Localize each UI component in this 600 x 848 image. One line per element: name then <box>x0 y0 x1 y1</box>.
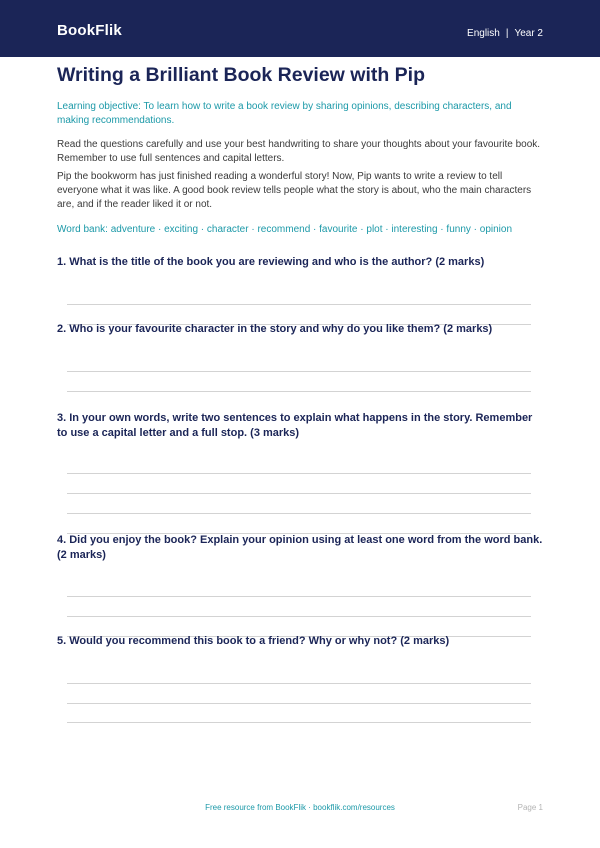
meta-separator: | <box>505 28 509 39</box>
year-label: Year 2 <box>514 28 543 39</box>
question-3: 3. In your own words, write two sentences to explain what happens in the story. Remember to use a capital letter and a full stop. (3 marks) <box>57 412 533 439</box>
page-number: Page 1 <box>517 803 543 812</box>
question-1: 1. What is the title of the book you are reviewing and who is the author? (2 marks) <box>57 256 485 268</box>
header-meta <box>467 28 543 39</box>
answer-line-q5-3[interactable] <box>67 722 531 723</box>
worksheet-title: Writing a Brilliant Book Review with Pip <box>57 64 426 86</box>
question-5: 5. Would you recommend this book to a friend? Why or why not? (2 marks) <box>57 635 450 647</box>
footer-credit: Free resource from BookFlik · bookflik.com/resources <box>205 803 395 812</box>
question-2: 2. Who is your favourite character in the story and why do you like them? (2 marks) <box>57 323 493 335</box>
word-bank: Word bank: adventure · exciting · character · recommend · favourite · plot · interesting · funny · opinion <box>57 224 513 235</box>
subject-label: English <box>467 28 500 39</box>
question-4: 4. Did you enjoy the book? Explain your opinion using at least one word from the word bank. (2 marks) <box>57 534 543 561</box>
instructions-paragraph: Read the questions carefully and use your best handwriting to share your thoughts about your favourite book. Remember to use full sentences and capital letters. <box>57 139 541 164</box>
answer-line-q4-2[interactable] <box>67 616 531 617</box>
answer-line-q3-1[interactable] <box>67 473 531 474</box>
header-bar <box>0 0 600 57</box>
answer-line-q5-2[interactable] <box>67 703 531 704</box>
answer-line-q4-1[interactable] <box>67 596 531 597</box>
intro-paragraph: Pip the bookworm has just finished reading a wonderful story! Now, Pip wants to write a review to tell everyone what it was like. A good book review tells people what the story is about, who the main characters are, and if the reader liked it or not. <box>57 171 532 210</box>
answer-line-q1-1[interactable] <box>67 304 531 305</box>
answer-line-q5-1[interactable] <box>67 683 531 684</box>
answer-line-q3-2[interactable] <box>67 493 531 494</box>
answer-line-q2-2[interactable] <box>67 391 531 392</box>
brand-logo: BookFlik <box>57 22 122 39</box>
answer-line-q2-1[interactable] <box>67 371 531 372</box>
learning-objective: Learning objective: To learn how to write a book review by sharing opinions, describing characters, and making recommendations. <box>57 101 512 126</box>
answer-line-q3-3[interactable] <box>67 513 531 514</box>
